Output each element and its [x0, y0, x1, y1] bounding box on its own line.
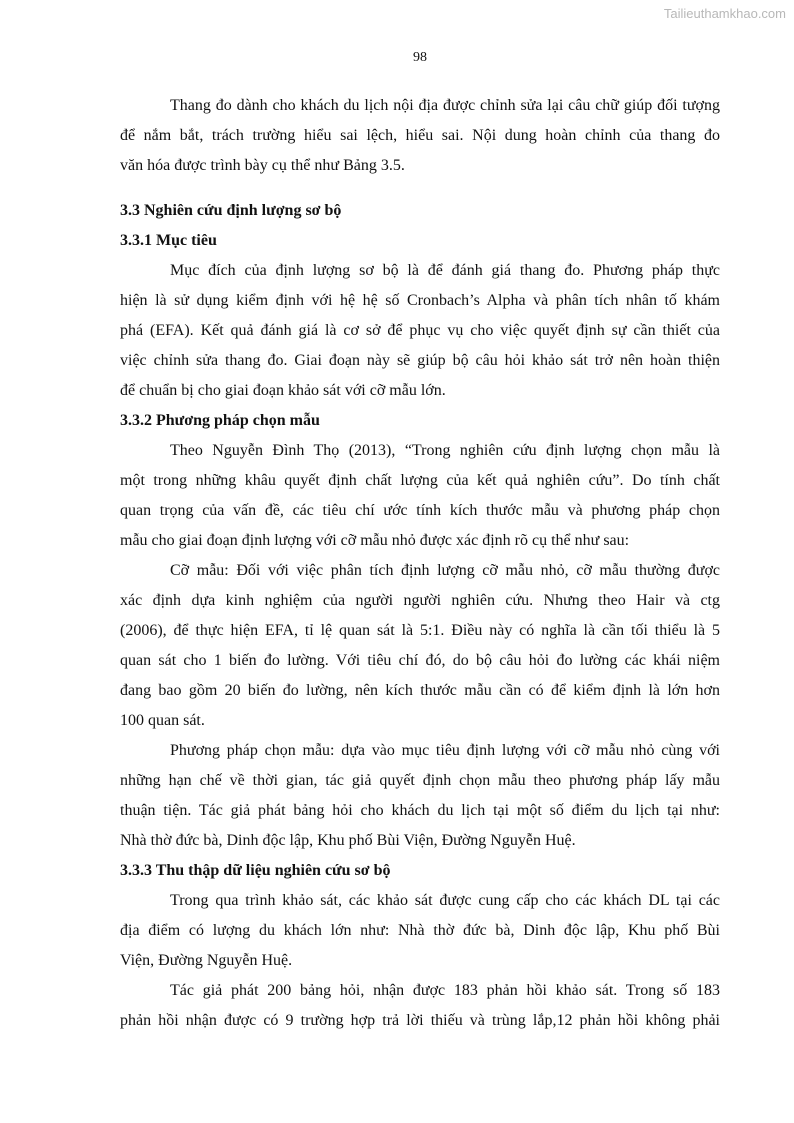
- text-line: Thang đo dành cho khách du lịch nội địa được chỉnh sửa lại câu chữ giúp đối tượng: [170, 97, 720, 114]
- sampling-paragraph-2: [120, 556, 720, 736]
- data-collection-paragraph-1: [120, 886, 720, 976]
- sampling-paragraph-1: [120, 436, 720, 556]
- section-heading-3-3-3: 3.3.3 Thu thập dữ liệu nghiên cứu sơ bộ: [120, 862, 391, 879]
- text-line: Viện, Đường Nguyễn Huệ.: [120, 952, 293, 969]
- text-line: Phương pháp chọn mẫu: dựa vào mục tiêu định lượng với cỡ mẫu nhỏ cùng với: [170, 742, 720, 759]
- section-heading-3-3: 3.3 Nghiên cứu định lượng sơ bộ: [120, 202, 342, 219]
- text-line: 100 quan sát.: [120, 712, 205, 729]
- text-line: để nắm bắt, trách trường hiểu sai lệch, hiểu sai. Nội dung hoàn chỉnh của thang đo: [120, 127, 720, 144]
- section-heading-3-3-1: 3.3.1 Mục tiêu: [120, 232, 217, 249]
- text-line: Trong qua trình khảo sát, các khảo sát được cung cấp cho các khách DL tại các: [170, 892, 720, 909]
- section-heading-3-3-2: 3.3.2 Phương pháp chọn mẫu: [120, 412, 320, 429]
- text-line: hiện là sử dụng kiểm định với hệ hệ số Cronbach’s Alpha và phân tích nhân tố khám: [120, 292, 720, 309]
- text-line: quan sát cho 1 biến đo lường. Với tiêu chí đó, do bộ câu hỏi đo lường các khái niệm: [120, 652, 720, 669]
- text-line: mẫu cho giai đoạn định lượng với cỡ mẫu nhỏ được xác định rõ cụ thể như sau:: [120, 532, 630, 549]
- text-line: văn hóa được trình bày cụ thể như Bảng 3.5.: [120, 157, 405, 174]
- document-body: [120, 91, 720, 1036]
- watermark: Tailieuthamkhao.com: [663, 6, 786, 21]
- text-line: những hạn chế về thời gian, tác giả quyết định chọn mẫu theo phương pháp lấy mẫu: [120, 772, 720, 789]
- text-line: quan trọng của vấn đề, các tiêu chí ước tính kích thước mẫu và phương pháp chọn: [120, 502, 720, 519]
- text-line: Cỡ mẫu: Đối với việc phân tích định lượng cỡ mẫu nhỏ, cỡ mẫu thường được: [170, 562, 720, 579]
- objective-paragraph: [120, 256, 720, 406]
- text-line: Tác giả phát 200 bảng hỏi, nhận được 183 phản hồi khảo sát. Trong số 183: [170, 982, 720, 999]
- text-line: Nhà thờ đức bà, Dinh độc lập, Khu phố Bùi Viện, Đường Nguyễn Huệ.: [120, 832, 576, 849]
- sampling-paragraph-3: [120, 736, 720, 856]
- text-line: địa điểm có lượng du khách lớn như: Nhà thờ đức bà, Dinh độc lập, Khu phố Bùi: [120, 922, 720, 939]
- text-line: một trong những khâu quyết định chất lượng của kết quả nghiên cứu”. Do tính chất: [120, 472, 720, 489]
- text-line: phá (EFA). Kết quả đánh giá là cơ sở để phục vụ cho việc quyết định sự cần thiết của: [120, 322, 720, 339]
- text-line: (2006), để thực hiện EFA, tỉ lệ quan sát là 5:1. Điều này có nghĩa là cần tối thiểu là 5: [120, 622, 720, 639]
- text-line: phản hồi nhận được có 9 trường hợp trả lời thiếu và trùng lắp,12 phản hồi không phải: [120, 1012, 720, 1029]
- data-collection-paragraph-2: [120, 976, 720, 1036]
- text-line: để chuẩn bị cho giai đoạn khảo sát với cỡ mẫu lớn.: [120, 382, 446, 399]
- text-line: Theo Nguyễn Đình Thọ (2013), “Trong nghiên cứu định lượng chọn mẫu là: [170, 442, 720, 459]
- text-line: xác định dựa kinh nghiệm của người người nghiên cứu. Nhưng theo Hair và ctg: [120, 592, 720, 609]
- text-line: Mục đích của định lượng sơ bộ là để đánh giá thang đo. Phương pháp thực: [170, 262, 720, 279]
- text-line: việc chỉnh sửa thang đo. Giai đoạn này sẽ giúp bộ câu hỏi khảo sát trở nên hoàn thiện: [120, 352, 720, 369]
- intro-paragraph: [120, 91, 720, 181]
- text-line: thuận tiện. Tác giả phát bảng hỏi cho khách du lịch tại một số điểm du lịch tại như:: [120, 802, 720, 819]
- text-line: đang bao gồm 20 biến đo lường, nên kích thước mẫu cần có để kiểm định là lớn hơn: [120, 682, 720, 699]
- page-number: 98: [413, 50, 427, 65]
